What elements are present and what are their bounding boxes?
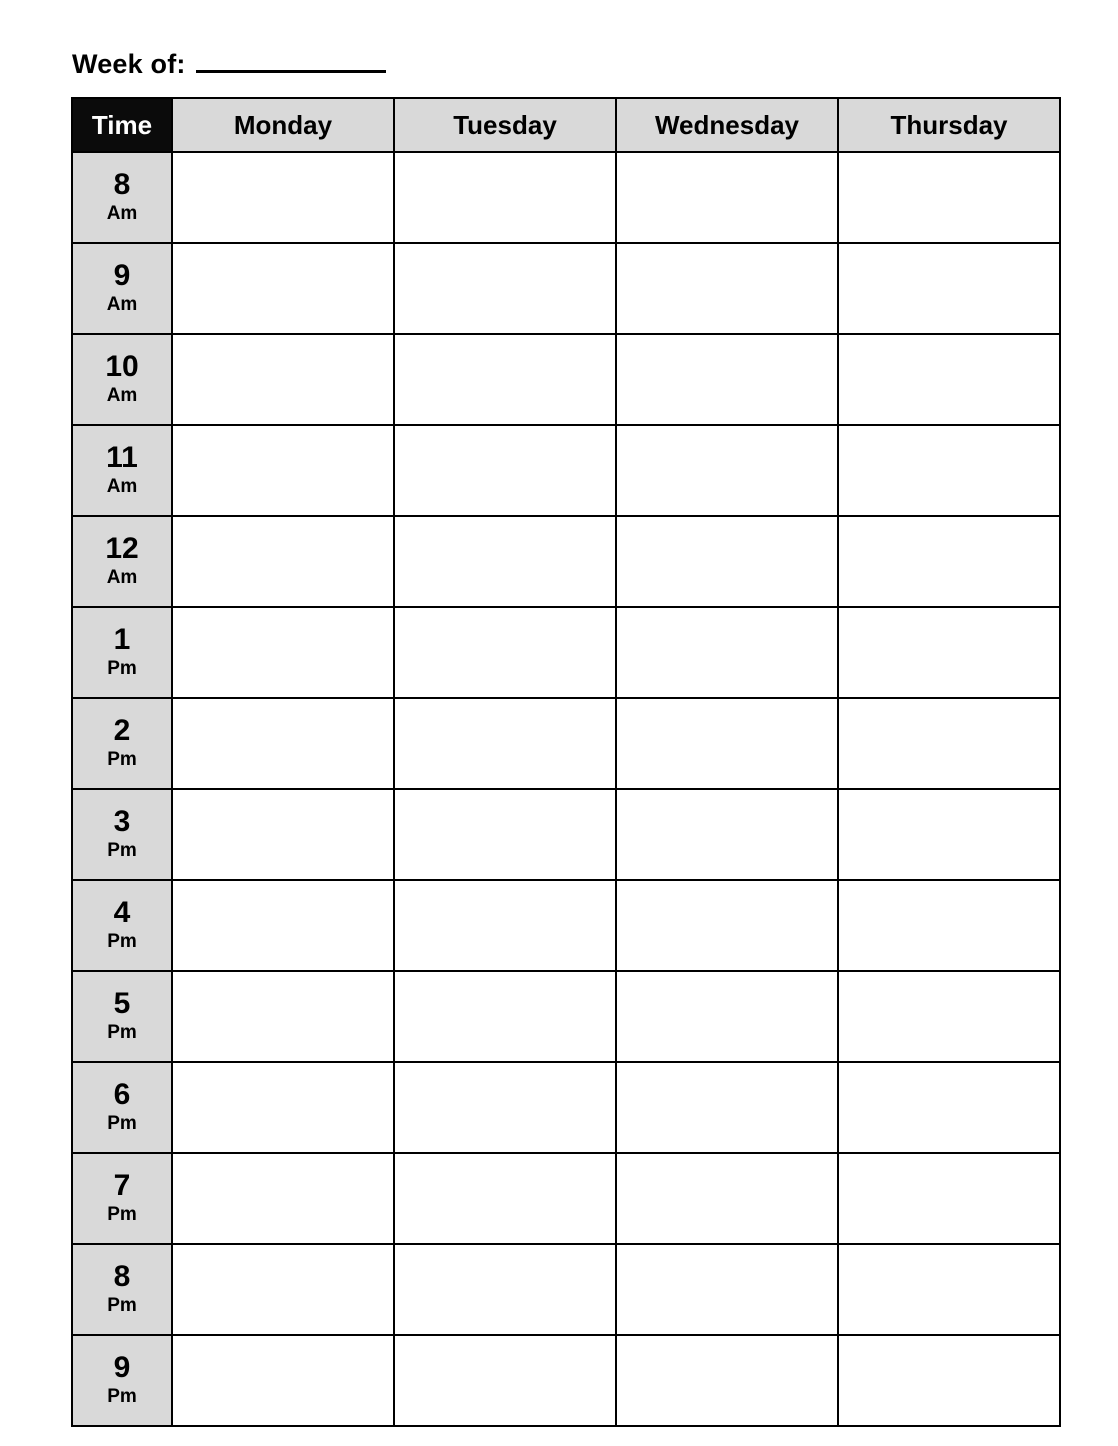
time-meridiem: Am [106, 384, 138, 406]
column-header-wednesday: Wednesday [616, 98, 838, 152]
slot-cell-monday[interactable] [172, 425, 394, 516]
time-hour: 7 [113, 1169, 131, 1203]
column-header-tuesday: Tuesday [394, 98, 616, 152]
time-meridiem: Pm [107, 1203, 137, 1225]
table-row [72, 607, 1060, 698]
time-label-cell [72, 1062, 172, 1153]
slot-cell-thursday[interactable] [838, 971, 1060, 1062]
column-header-monday: Monday [172, 98, 394, 152]
time-hour: 1 [113, 623, 131, 657]
time-label-cell [72, 698, 172, 789]
table-row [72, 789, 1060, 880]
table-row [72, 425, 1060, 516]
week-of-input-blank[interactable] [196, 44, 386, 73]
slot-cell-thursday[interactable] [838, 152, 1060, 243]
week-of-label: Week of: [72, 49, 186, 79]
time-label-cell [72, 516, 172, 607]
time-hour: 4 [113, 896, 131, 930]
slot-cell-monday[interactable] [172, 334, 394, 425]
time-meridiem: Pm [107, 839, 137, 861]
slot-cell-thursday[interactable] [838, 334, 1060, 425]
time-meridiem: Am [106, 202, 138, 224]
slot-cell-thursday[interactable] [838, 1062, 1060, 1153]
time-hour: 3 [113, 805, 131, 839]
slot-cell-wednesday[interactable] [616, 971, 838, 1062]
slot-cell-monday[interactable] [172, 607, 394, 698]
slot-cell-wednesday[interactable] [616, 1335, 838, 1426]
time-hour: 12 [105, 532, 139, 566]
slot-cell-tuesday[interactable] [394, 1153, 616, 1244]
table-row [72, 971, 1060, 1062]
slot-cell-wednesday[interactable] [616, 607, 838, 698]
slot-cell-tuesday[interactable] [394, 1335, 616, 1426]
table-row [72, 698, 1060, 789]
table-row [72, 1062, 1060, 1153]
slot-cell-thursday[interactable] [838, 1335, 1060, 1426]
slot-cell-monday[interactable] [172, 243, 394, 334]
time-hour: 5 [113, 987, 131, 1021]
time-label-cell [72, 607, 172, 698]
time-label-cell [72, 1335, 172, 1426]
slot-cell-monday[interactable] [172, 516, 394, 607]
slot-cell-tuesday[interactable] [394, 1062, 616, 1153]
slot-cell-wednesday[interactable] [616, 698, 838, 789]
time-hour: 8 [113, 1260, 131, 1294]
slot-cell-tuesday[interactable] [394, 971, 616, 1062]
time-meridiem: Pm [107, 1021, 137, 1043]
time-meridiem: Pm [107, 657, 137, 679]
table-row [72, 243, 1060, 334]
slot-cell-monday[interactable] [172, 1153, 394, 1244]
slot-cell-tuesday[interactable] [394, 152, 616, 243]
slot-cell-wednesday[interactable] [616, 1062, 838, 1153]
time-label-cell [72, 152, 172, 243]
time-meridiem: Am [106, 293, 138, 315]
slot-cell-monday[interactable] [172, 1244, 394, 1335]
slot-cell-thursday[interactable] [838, 243, 1060, 334]
time-label-cell [72, 243, 172, 334]
table-row [72, 880, 1060, 971]
table-row [72, 1244, 1060, 1335]
slot-cell-tuesday[interactable] [394, 334, 616, 425]
slot-cell-thursday[interactable] [838, 516, 1060, 607]
slot-cell-thursday[interactable] [838, 789, 1060, 880]
table-row [72, 334, 1060, 425]
time-label-cell [72, 971, 172, 1062]
slot-cell-wednesday[interactable] [616, 425, 838, 516]
slot-cell-wednesday[interactable] [616, 243, 838, 334]
time-meridiem: Pm [107, 1294, 137, 1316]
slot-cell-wednesday[interactable] [616, 334, 838, 425]
time-hour: 10 [105, 350, 139, 384]
header-row [72, 98, 1060, 152]
table-row [72, 152, 1060, 243]
time-hour: 2 [113, 714, 131, 748]
table-row [72, 1335, 1060, 1426]
time-meridiem: Am [106, 475, 138, 497]
slot-cell-thursday[interactable] [838, 1244, 1060, 1335]
slot-cell-wednesday[interactable] [616, 880, 838, 971]
time-label-cell [72, 1244, 172, 1335]
slot-cell-monday[interactable] [172, 789, 394, 880]
slot-cell-tuesday[interactable] [394, 698, 616, 789]
slot-cell-tuesday[interactable] [394, 607, 616, 698]
slot-cell-wednesday[interactable] [616, 1153, 838, 1244]
slot-cell-wednesday[interactable] [616, 789, 838, 880]
slot-cell-thursday[interactable] [838, 1153, 1060, 1244]
slot-cell-wednesday[interactable] [616, 152, 838, 243]
slot-cell-tuesday[interactable] [394, 243, 616, 334]
slot-cell-thursday[interactable] [838, 880, 1060, 971]
slot-cell-thursday[interactable] [838, 698, 1060, 789]
slot-cell-thursday[interactable] [838, 425, 1060, 516]
time-meridiem: Pm [107, 1385, 137, 1407]
time-meridiem: Pm [107, 1112, 137, 1134]
time-meridiem: Pm [107, 748, 137, 770]
time-label-cell [72, 334, 172, 425]
table-row [72, 516, 1060, 607]
slot-cell-tuesday[interactable] [394, 516, 616, 607]
weekly-schedule-table [71, 97, 1061, 1427]
time-hour: 9 [113, 1351, 131, 1385]
slot-cell-monday[interactable] [172, 152, 394, 243]
slot-cell-tuesday[interactable] [394, 880, 616, 971]
table-header [72, 98, 1060, 152]
time-label-cell [72, 880, 172, 971]
slot-cell-monday[interactable] [172, 971, 394, 1062]
column-header-time: Time [72, 98, 172, 152]
slot-cell-monday[interactable] [172, 880, 394, 971]
time-hour: 8 [113, 168, 131, 202]
column-header-thursday: Thursday [838, 98, 1060, 152]
table-row [72, 1153, 1060, 1244]
slot-cell-tuesday[interactable] [394, 789, 616, 880]
time-meridiem: Am [106, 566, 138, 588]
time-label-cell [72, 425, 172, 516]
slot-cell-tuesday[interactable] [394, 1244, 616, 1335]
slot-cell-wednesday[interactable] [616, 516, 838, 607]
time-meridiem: Pm [107, 930, 137, 952]
time-label-cell [72, 1153, 172, 1244]
time-hour: 6 [113, 1078, 131, 1112]
slot-cell-tuesday[interactable] [394, 425, 616, 516]
slot-cell-monday[interactable] [172, 1062, 394, 1153]
slot-cell-monday[interactable] [172, 698, 394, 789]
time-hour: 11 [106, 441, 138, 475]
slot-cell-thursday[interactable] [838, 607, 1060, 698]
slot-cell-wednesday[interactable] [616, 1244, 838, 1335]
week-of-field [72, 44, 386, 80]
time-label-cell [72, 789, 172, 880]
table-body [72, 152, 1060, 1426]
time-hour: 9 [113, 259, 131, 293]
slot-cell-monday[interactable] [172, 1335, 394, 1426]
